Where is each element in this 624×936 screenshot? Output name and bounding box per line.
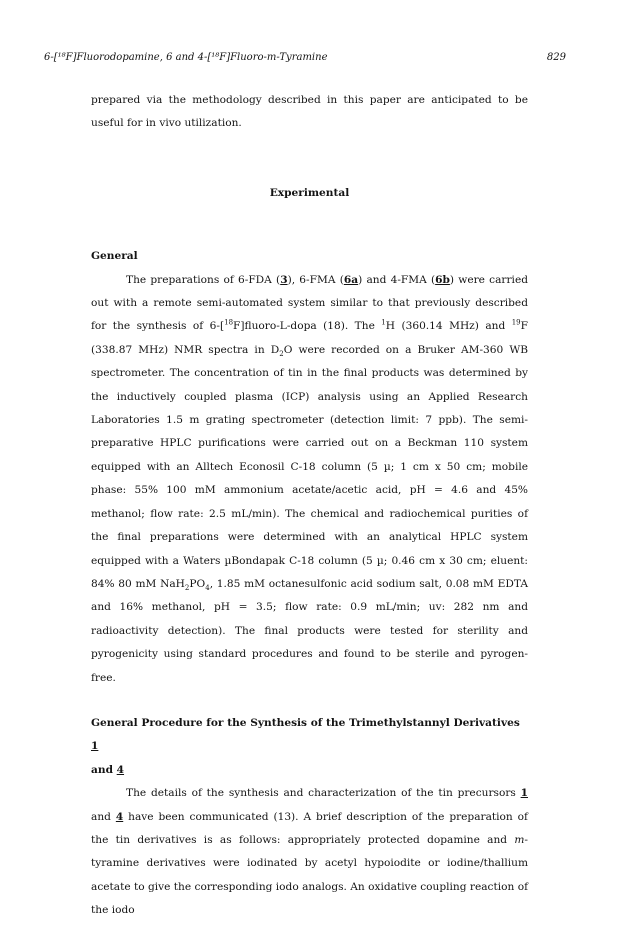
text-run: and — [91, 810, 116, 823]
procedure-paragraph — [91, 782, 528, 922]
text-run: -tyramine derivatives were iodinated by acetyl hypoiodite or iodine/thallium acetate to give the corresponding iodo analogs. An oxidative coupling reaction of the iodo — [91, 833, 528, 917]
subscript: 4 — [205, 584, 210, 593]
compound-ref: 3 — [280, 273, 288, 286]
text-run: have been communicated (13). A brief description of the preparation of the tin derivatives is as follows: appropriately protected dopamine and — [91, 810, 528, 846]
text-run: ) were carried out with a remote semi-automated system similar to that previously described for the synthesis of 6-[ — [91, 273, 528, 333]
text-run: , 1.85 mM octanesulfonic acid sodium salt, 0.08 mM EDTA and 16% methanol, pH = 3.5; flow rate: 0.9 mL/min; uv: 282 nm and radioactivity detection). The final products were tested for sterility and pyrogenicity using standard procedures and found to be sterile and pyrogen-free. — [91, 577, 528, 684]
compound-ref: 4 — [115, 810, 124, 823]
text-run: The details of the synthesis and characterization of the tin precursors — [126, 787, 521, 800]
running-head — [44, 51, 566, 65]
compound-ref: 6a — [343, 273, 359, 286]
section-title-experimental: Experimental — [269, 186, 350, 199]
page-number: 829 — [546, 52, 566, 63]
superscript: 19 — [511, 318, 521, 327]
text-run: O were recorded on a Bruker AM-360 WB spectrometer. The concentration of tin in the final products was determined by the inductively coupled plasma (ICP) analysis using an Applied Research Laboratories 1.5 m grating spectrometer (detection limit: 7 ppb). The semi-preparative HPLC purifications were carried out on a Beckman 110 system equipped with an Alltech Econosil C-18 column (5 µ; 1 cm x 50 cm; mobile phase: 55% 100 mM ammonium acetate/acetic acid, pH = 4.6 and 45% methanol; flow rate: 2.5 mL/min). The chemical and radiochemical purities of the final preparations were determined with an analytical HPLC system equipped with a Waters µBondapak C-18 column (5 µ; 0.46 cm x 30 cm; eluent: 84% 80 mM NaH — [91, 343, 528, 590]
subsection-heading-procedure — [91, 712, 528, 782]
compound-ref: 6b — [435, 273, 450, 286]
subscript: 2 — [279, 349, 284, 358]
text-run: H (360.14 MHz) and — [385, 320, 512, 333]
superscript: 1 — [381, 318, 386, 327]
text-run: PO — [189, 577, 206, 590]
heading-text: and — [91, 763, 117, 776]
text-run: ) and 4-FMA ( — [358, 273, 436, 286]
subscript: 2 — [184, 584, 190, 593]
compound-ref: 1 — [520, 787, 528, 800]
text-run: ), 6-FMA ( — [287, 273, 344, 286]
body-text — [91, 89, 528, 923]
subsection-heading-general: General — [91, 250, 138, 263]
text-run: F]fluoro-L-dopa (18). The — [233, 320, 382, 333]
compound-ref: 4 — [116, 763, 125, 776]
heading-text: General Procedure for the Synthesis of the Trimethylstannyl Derivatives — [91, 716, 520, 729]
superscript: 18 — [224, 318, 234, 327]
compound-ref: 1 — [91, 740, 99, 753]
general-paragraph — [91, 269, 528, 690]
intro-paragraph: prepared via the methodology described in this paper are anticipated to be useful for in vivo utilization. — [91, 94, 528, 130]
text-run: The preparations of 6-FDA ( — [126, 273, 281, 286]
italic-text: m — [514, 833, 525, 846]
running-title: 6-[¹⁸F]Fluorodopamine, 6 and 4-[¹⁸F]Fluoro-m-Tyramine — [44, 52, 328, 63]
text-run: F (338.87 MHz) NMR spectra in D — [91, 320, 528, 356]
